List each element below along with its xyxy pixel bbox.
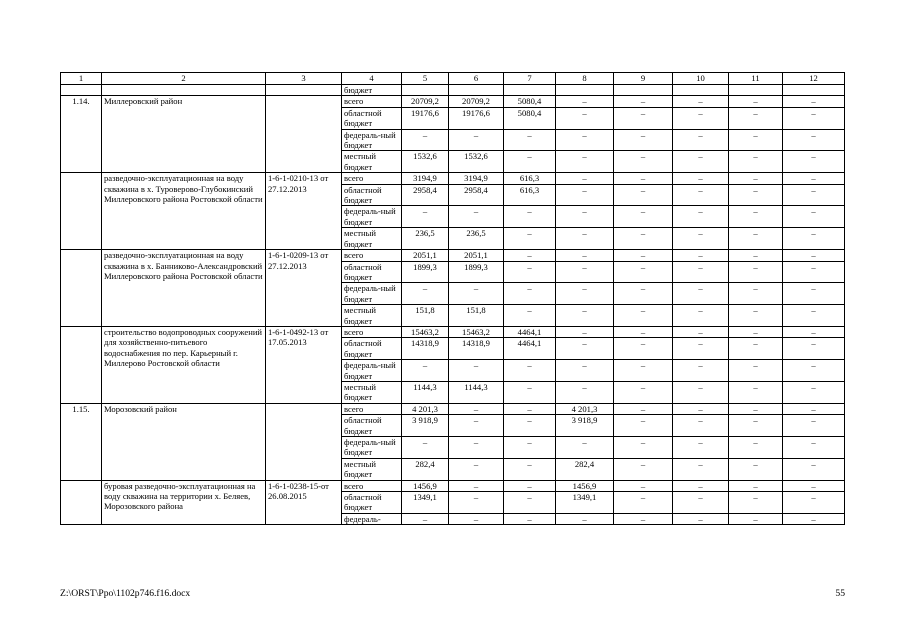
column-header: 11 [729,73,783,85]
amount-cell: – [729,403,783,414]
amount-cell: – [504,360,556,382]
amount-cell: – [556,283,614,305]
amount-cell: – [783,107,845,129]
amount-cell: – [504,305,556,327]
funding-source: всего [342,480,402,491]
amount-cell: – [614,184,673,206]
amount-cell: – [614,326,673,337]
amount-cell: 616,3 [504,173,556,184]
amount-cell: – [783,381,845,403]
amount-cell: – [556,261,614,283]
amount-cell: – [614,250,673,261]
amount-cell: 616,3 [504,184,556,206]
amount-cell: – [729,437,783,459]
column-header: 12 [783,73,845,85]
object-name: разведочно-эксплуатационная на воду скважина в х. Туроверово-Глубокинский Миллеровского района Ростовской области [102,173,266,250]
amount-cell: 1899,3 [402,261,449,283]
funding-source: областной бюджет [342,338,402,360]
amount-cell: – [673,305,729,327]
column-header: 3 [266,73,342,85]
amount-cell: – [504,261,556,283]
amount-cell: – [729,184,783,206]
amount-cell: 15463,2 [449,326,504,337]
amount-cell: – [783,96,845,107]
amount-cell: – [673,173,729,184]
budget-table [60,72,845,525]
amount-cell: – [504,283,556,305]
amount-cell: – [504,458,556,480]
amount-cell: – [783,326,845,337]
amount-cell: – [449,480,504,491]
amount-cell: – [673,492,729,514]
amount-cell: 4 201,3 [402,403,449,414]
amount-cell: – [673,261,729,283]
amount-cell: 14318,9 [449,338,504,360]
amount-cell: 3194,9 [449,173,504,184]
amount-cell: – [504,492,556,514]
amount-cell: 4464,1 [504,338,556,360]
amount-cell: 20709,2 [449,96,504,107]
amount-cell: 1349,1 [402,492,449,514]
amount-cell: 4 201,3 [556,403,614,414]
object-name: строительство водопроводных сооружений для хозяйственно-питьевого водоснабжения по пер. Карьерный г. Миллерово Ростовской области [102,326,266,403]
funding-source: областной бюджет [342,107,402,129]
funding-source: местный бюджет [342,151,402,173]
page-number: 55 [835,588,845,599]
amount-cell: – [449,403,504,414]
row-number [61,480,102,525]
amount-cell: 1899,3 [449,261,504,283]
amount-cell: – [673,228,729,250]
amount-cell: – [504,437,556,459]
amount-cell: – [614,107,673,129]
footer-file-path: Z:\ORST\Ppo\1102p746.f16.docx [60,588,191,599]
amount-cell: – [729,96,783,107]
amount-cell: – [504,206,556,228]
amount-cell: 3194,9 [402,173,449,184]
column-header: 9 [614,73,673,85]
amount-cell: – [449,437,504,459]
amount-cell: – [556,96,614,107]
table-cell [673,85,729,96]
amount-cell: – [673,206,729,228]
amount-cell: 236,5 [449,228,504,250]
column-header: 2 [102,73,266,85]
column-header: 10 [673,73,729,85]
funding-source: областной бюджет [342,492,402,514]
column-header: 5 [402,73,449,85]
table-cell [266,85,342,96]
amount-cell: – [449,458,504,480]
amount-cell: – [504,513,556,524]
document-ref: 1-6-1-0209-13 от 27.12.2013 [266,250,342,327]
amount-cell: – [556,250,614,261]
amount-cell: – [783,206,845,228]
amount-cell: 3 918,9 [402,415,449,437]
object-name: буровая разведочно-эксплуатационная на воду скважина на территории х. Беляев, Морозовского района [102,480,266,525]
amount-cell: – [673,403,729,414]
table-cell [102,85,266,96]
amount-cell: 19176,6 [402,107,449,129]
funding-source: всего [342,326,402,337]
funding-source: федераль-ный бюджет [342,360,402,382]
amount-cell: – [504,250,556,261]
amount-cell: – [729,261,783,283]
amount-cell: – [614,492,673,514]
amount-cell: – [673,326,729,337]
table-cell [783,85,845,96]
amount-cell: – [729,305,783,327]
amount-cell: – [402,513,449,524]
amount-cell: 1349,1 [556,492,614,514]
amount-cell: – [556,129,614,151]
amount-cell: 2958,4 [449,184,504,206]
funding-source: областной бюджет [342,261,402,283]
funding-source: местный бюджет [342,228,402,250]
amount-cell: – [614,458,673,480]
amount-cell: – [729,206,783,228]
amount-cell: – [729,151,783,173]
funding-source: федераль-ный бюджет [342,283,402,305]
amount-cell: – [614,228,673,250]
amount-cell: – [556,381,614,403]
amount-cell: – [673,437,729,459]
amount-cell: – [504,129,556,151]
funding-source: местный бюджет [342,458,402,480]
amount-cell: – [504,415,556,437]
amount-cell: 19176,6 [449,107,504,129]
amount-cell: – [504,151,556,173]
amount-cell: – [556,228,614,250]
column-header: 6 [449,73,504,85]
funding-source: федераль-ный бюджет [342,129,402,151]
funding-source: всего [342,96,402,107]
table-cell [402,85,449,96]
amount-cell: 2958,4 [402,184,449,206]
amount-cell: – [556,305,614,327]
amount-cell: – [729,513,783,524]
amount-cell: 5080,4 [504,107,556,129]
amount-cell: 282,4 [402,458,449,480]
amount-cell: – [556,360,614,382]
amount-cell: 151,8 [449,305,504,327]
amount-cell: – [504,403,556,414]
amount-cell: 1144,3 [449,381,504,403]
amount-cell: 14318,9 [402,338,449,360]
amount-cell: 1456,9 [556,480,614,491]
row-number: 1.14. [61,96,102,173]
amount-cell: – [729,173,783,184]
amount-cell: – [783,151,845,173]
amount-cell: – [504,480,556,491]
funding-source: федераль-ный бюджет [342,206,402,228]
funding-source: местный бюджет [342,305,402,327]
amount-cell: 20709,2 [402,96,449,107]
amount-cell: – [556,513,614,524]
table-row [61,326,845,337]
table-row [61,480,845,491]
amount-cell: – [614,129,673,151]
amount-cell: – [449,129,504,151]
amount-cell: – [783,458,845,480]
amount-cell: – [729,415,783,437]
amount-cell: – [614,283,673,305]
table-row [61,96,845,107]
amount-cell: – [783,492,845,514]
column-header: 7 [504,73,556,85]
header-row [61,73,845,85]
amount-cell: – [614,360,673,382]
amount-cell: – [729,458,783,480]
row-number: 1.15. [61,403,102,480]
table-cell [556,85,614,96]
amount-cell: – [673,129,729,151]
document-ref [266,403,342,480]
amount-cell: – [556,206,614,228]
amount-cell: – [783,129,845,151]
amount-cell: – [556,437,614,459]
amount-cell: – [614,261,673,283]
amount-cell: – [556,173,614,184]
funding-source: местный бюджет [342,381,402,403]
amount-cell: 1532,6 [449,151,504,173]
amount-cell: 4464,1 [504,326,556,337]
amount-cell: – [402,360,449,382]
amount-cell: 15463,2 [402,326,449,337]
amount-cell: – [729,381,783,403]
amount-cell: – [729,492,783,514]
amount-cell: – [556,184,614,206]
amount-cell: 3 918,9 [556,415,614,437]
amount-cell: – [783,513,845,524]
table-row [61,85,845,96]
amount-cell: – [783,261,845,283]
amount-cell: – [614,415,673,437]
funding-source: федераль-ный бюджет [342,437,402,459]
amount-cell: – [783,250,845,261]
amount-cell: 5080,4 [504,96,556,107]
amount-cell: – [449,360,504,382]
amount-cell: – [783,305,845,327]
amount-cell: – [673,96,729,107]
amount-cell: – [402,206,449,228]
amount-cell: – [402,129,449,151]
amount-cell: – [729,338,783,360]
column-header: 4 [342,73,402,85]
row-number [61,173,102,250]
amount-cell: – [504,228,556,250]
funding-source: всего [342,403,402,414]
amount-cell: – [556,151,614,173]
object-name: Миллеровский район [102,96,266,173]
table-row [61,173,845,184]
amount-cell: 236,5 [402,228,449,250]
amount-cell: – [614,381,673,403]
amount-cell: – [673,338,729,360]
amount-cell: – [449,283,504,305]
amount-cell: – [673,381,729,403]
amount-cell: – [449,513,504,524]
table-cell [504,85,556,96]
document-ref [266,96,342,173]
amount-cell: – [614,151,673,173]
amount-cell: – [783,173,845,184]
amount-cell: – [729,228,783,250]
amount-cell: – [783,338,845,360]
object-name: Морозовский район [102,403,266,480]
column-header: 8 [556,73,614,85]
amount-cell: – [673,184,729,206]
funding-source: областной бюджет [342,184,402,206]
amount-cell: – [449,415,504,437]
amount-cell: – [614,437,673,459]
row-number [61,326,102,403]
row-number [61,250,102,327]
amount-cell: – [614,206,673,228]
amount-cell: 2051,1 [402,250,449,261]
amount-cell: – [783,480,845,491]
amount-cell: – [783,415,845,437]
amount-cell: – [729,480,783,491]
object-name: разведочно-эксплуатационная на воду скважина в х. Банниково-Александровский Миллеровского района Ростовской области [102,250,266,327]
amount-cell: 2051,1 [449,250,504,261]
amount-cell: – [673,360,729,382]
amount-cell: – [614,96,673,107]
amount-cell: – [614,480,673,491]
amount-cell: – [673,458,729,480]
amount-cell: – [783,184,845,206]
amount-cell: – [673,283,729,305]
amount-cell: – [449,206,504,228]
amount-cell: – [729,326,783,337]
amount-cell: – [673,480,729,491]
amount-cell: – [402,437,449,459]
amount-cell: – [729,250,783,261]
funding-source: областной бюджет [342,415,402,437]
funding-source: всего [342,173,402,184]
amount-cell: – [614,305,673,327]
table-cell [449,85,504,96]
amount-cell: – [673,513,729,524]
document-ref: 1-6-1-0210-13 от 27.12.2013 [266,173,342,250]
amount-cell: 1144,3 [402,381,449,403]
amount-cell: – [783,360,845,382]
amount-cell: – [614,403,673,414]
funding-source: всего [342,250,402,261]
table-cell: бюджет [342,85,402,96]
amount-cell: – [783,437,845,459]
amount-cell: – [556,326,614,337]
table-row [61,250,845,261]
amount-cell: 1532,6 [402,151,449,173]
amount-cell: 1456,9 [402,480,449,491]
amount-cell: – [783,228,845,250]
amount-cell: – [729,360,783,382]
amount-cell: – [449,492,504,514]
funding-source: федераль- [342,513,402,524]
document-ref: 1-6-1-0238-15-от 26.08.2015 [266,480,342,525]
amount-cell: – [614,338,673,360]
amount-cell: – [729,107,783,129]
amount-cell: – [673,151,729,173]
amount-cell: 282,4 [556,458,614,480]
amount-cell: – [673,250,729,261]
amount-cell: – [402,283,449,305]
amount-cell: – [614,173,673,184]
amount-cell: – [783,403,845,414]
column-header: 1 [61,73,102,85]
amount-cell: – [729,129,783,151]
amount-cell: – [673,415,729,437]
amount-cell: – [556,107,614,129]
amount-cell: – [504,381,556,403]
table-cell [729,85,783,96]
table-cell [614,85,673,96]
amount-cell: – [783,283,845,305]
document-ref: 1-6-1-0492-13 от 17.05.2013 [266,326,342,403]
amount-cell: 151,8 [402,305,449,327]
amount-cell: – [729,283,783,305]
amount-cell: – [614,513,673,524]
amount-cell: – [673,107,729,129]
table-cell [61,85,102,96]
table-row [61,403,845,414]
amount-cell: – [556,338,614,360]
